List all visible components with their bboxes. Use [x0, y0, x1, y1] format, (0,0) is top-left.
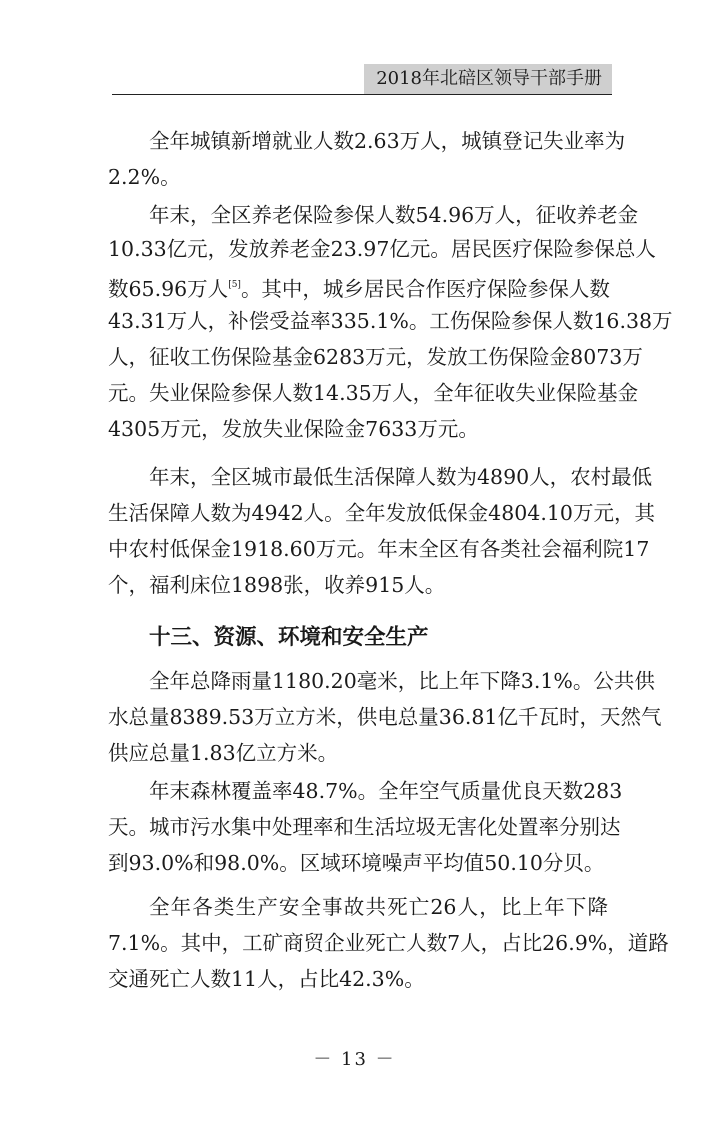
text-line: 10.33亿元，发放养老金23.97亿元。居民医疗保险参保总人 — [108, 237, 656, 261]
header-title: 2018年北碚区领导干部手册 — [364, 64, 612, 94]
text-line: 43.31万人，补偿受益率335.1%。工伤保险参保人数16.38万 — [108, 309, 673, 333]
text-line: 2.2%。 — [108, 165, 181, 189]
text-line: 年末，全区城市最低生活保障人数为4890人，农村最低 — [149, 465, 653, 489]
text-line: 到93.0%和98.0%。区域环境噪声平均值50.10分贝。 — [108, 851, 605, 875]
text-line: 4305万元，发放失业保险金7633万元。 — [108, 417, 479, 441]
text-line: 供应总量1.83亿立方米。 — [108, 741, 339, 765]
text-line: 年末森林覆盖率48.7%。全年空气质量优良天数283 — [149, 779, 623, 803]
text-line: 生活保障人数为4942人。全年发放低保金4804.10万元，其 — [108, 501, 655, 525]
text-line: 7.1%。其中，工矿商贸企业死亡人数7人，占比26.9%，道路 — [108, 931, 669, 955]
text-line: 人，征收工伤保险基金6283万元，发放工伤保险金8073万 — [108, 345, 643, 369]
text-line-with-footnote — [108, 270, 608, 304]
text-line: 年末，全区养老保险参保人数54.96万人，征收养老金 — [149, 203, 639, 227]
section-heading: 十三、资源、环境和安全生产 — [149, 625, 429, 650]
page-number: － 13 － — [313, 1049, 396, 1070]
text-line: 全年各类生产安全事故共死亡26人，比上年下降 — [149, 895, 608, 919]
text-segment: 。其中，城乡居民合作医疗保险参保人数 — [240, 277, 610, 301]
text-line: 天。城市污水集中处理率和生活垃圾无害化处置率分别达 — [108, 815, 621, 839]
text-line: 全年总降雨量1180.20毫米，比上年下降3.1%。公共供 — [149, 669, 655, 693]
text-line: 交通死亡人数11人，占比42.3%。 — [108, 967, 425, 991]
footnote-marker: [5] — [228, 280, 241, 290]
running-header — [112, 64, 612, 95]
text-line: 水总量8389.53万立方米，供电总量36.81亿千瓦时，天然气 — [108, 705, 662, 729]
text-segment: 数65.96万人 — [108, 277, 229, 301]
text-line: 中农村低保金1918.60万元。年末全区有各类社会福利院17 — [108, 537, 650, 561]
text-line: 元。失业保险参保人数14.35万人，全年征收失业保险基金 — [108, 381, 639, 405]
text-line: 全年城镇新增就业人数2.63万人，城镇登记失业率为 — [149, 129, 626, 153]
text-line: 个，福利床位1898张，收养915人。 — [108, 573, 446, 597]
